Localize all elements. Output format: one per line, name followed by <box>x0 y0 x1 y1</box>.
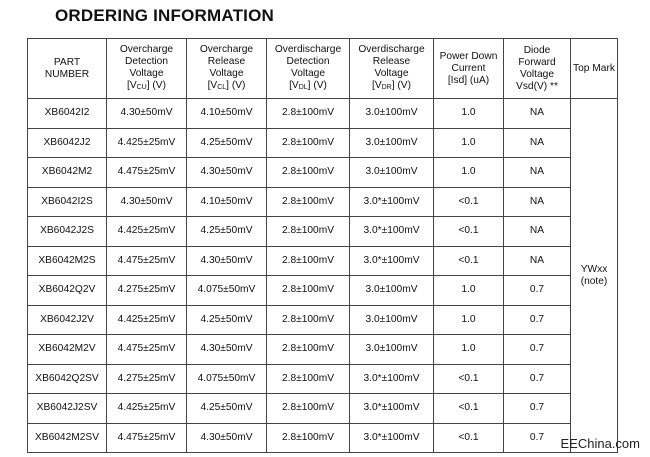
header-overdischarge-detection: Overdischarge Detection Voltage $[V_{DL}]$ (V) <box>267 39 350 99</box>
cell-part-number: XB6042I2 <box>28 99 107 129</box>
table-row <box>28 128 618 158</box>
top-mark-value: YWxx <box>580 263 608 275</box>
cell-overdischarge-release: 3.0*±100mV <box>350 394 434 424</box>
cell-overcharge-release: 4.25±50mV <box>187 394 267 424</box>
cell-diode-forward-voltage: NA <box>504 99 571 129</box>
cell-overcharge-detection: 4.475±25mV <box>107 423 187 453</box>
table-row <box>28 158 618 188</box>
table-row <box>28 276 618 306</box>
cell-overdischarge-release: 3.0±100mV <box>350 276 434 306</box>
cell-overcharge-detection: 4.425±25mV <box>107 305 187 335</box>
table-row <box>28 99 618 129</box>
cell-power-down-current: <0.1 <box>434 364 504 394</box>
cell-overcharge-release: 4.30±50mV <box>187 158 267 188</box>
cell-overdischarge-detection: 2.8±100mV <box>267 335 350 365</box>
cell-power-down-current: <0.1 <box>434 394 504 424</box>
cell-overcharge-release: 4.075±50mV <box>187 364 267 394</box>
ordering-table <box>27 38 618 453</box>
cell-overdischarge-detection: 2.8±100mV <box>267 187 350 217</box>
cell-overcharge-detection: 4.425±25mV <box>107 128 187 158</box>
cell-overcharge-detection: 4.275±25mV <box>107 364 187 394</box>
cell-overcharge-detection: 4.30±50mV <box>107 187 187 217</box>
cell-overcharge-detection: 4.475±25mV <box>107 158 187 188</box>
table-row <box>28 335 618 365</box>
cell-diode-forward-voltage: 0.7 <box>504 276 571 306</box>
cell-part-number: XB6042J2SV <box>28 394 107 424</box>
cell-part-number: XB6042J2 <box>28 128 107 158</box>
cell-overcharge-detection: 4.425±25mV <box>107 394 187 424</box>
cell-diode-forward-voltage: 0.7 <box>504 335 571 365</box>
cell-power-down-current: <0.1 <box>434 423 504 453</box>
cell-overdischarge-detection: 2.8±100mV <box>267 364 350 394</box>
cell-part-number: XB6042M2V <box>28 335 107 365</box>
cell-part-number: XB6042J2V <box>28 305 107 335</box>
cell-diode-forward-voltage: NA <box>504 158 571 188</box>
cell-overcharge-detection: 4.275±25mV <box>107 276 187 306</box>
cell-overdischarge-detection: 2.8±100mV <box>267 246 350 276</box>
cell-power-down-current: <0.1 <box>434 217 504 247</box>
cell-part-number: XB6042Q2SV <box>28 364 107 394</box>
table-body <box>28 99 618 453</box>
table-row <box>28 246 618 276</box>
cell-overcharge-release: 4.10±50mV <box>187 99 267 129</box>
cell-diode-forward-voltage: NA <box>504 128 571 158</box>
header-diode-forward-voltage: Diode Forward Voltage Vsd(V) ** <box>504 39 571 99</box>
cell-overdischarge-detection: 2.8±100mV <box>267 305 350 335</box>
cell-overcharge-release: 4.30±50mV <box>187 246 267 276</box>
cell-overdischarge-release: 3.0±100mV <box>350 305 434 335</box>
cell-overcharge-release: 4.25±50mV <box>187 128 267 158</box>
watermark: EEChina.com <box>560 436 640 451</box>
cell-diode-forward-voltage: 0.7 <box>504 305 571 335</box>
cell-part-number: XB6042M2 <box>28 158 107 188</box>
cell-part-number: XB6042M2S <box>28 246 107 276</box>
cell-overdischarge-detection: 2.8±100mV <box>267 276 350 306</box>
top-mark-note: (note) <box>580 275 608 287</box>
cell-overdischarge-release: 3.0*±100mV <box>350 364 434 394</box>
cell-overcharge-release: 4.25±50mV <box>187 305 267 335</box>
cell-overdischarge-release: 3.0±100mV <box>350 158 434 188</box>
cell-power-down-current: <0.1 <box>434 187 504 217</box>
cell-power-down-current: 1.0 <box>434 305 504 335</box>
cell-overdischarge-detection: 2.8±100mV <box>267 423 350 453</box>
cell-power-down-current: 1.0 <box>434 335 504 365</box>
cell-overcharge-release: 4.10±50mV <box>187 187 267 217</box>
cell-overcharge-detection: 4.425±25mV <box>107 217 187 247</box>
cell-overdischarge-release: 3.0*±100mV <box>350 187 434 217</box>
cell-part-number: XB6042J2S <box>28 217 107 247</box>
cell-power-down-current: 1.0 <box>434 276 504 306</box>
table-row <box>28 187 618 217</box>
cell-overcharge-detection: 4.475±25mV <box>107 246 187 276</box>
table-row <box>28 394 618 424</box>
cell-power-down-current: 1.0 <box>434 99 504 129</box>
header-overcharge-release: Overcharge Release Voltage $[V_{CL}]$ (V) <box>187 39 267 99</box>
cell-overcharge-release: 4.25±50mV <box>187 217 267 247</box>
header-part-number: PART NUMBER <box>28 39 107 99</box>
header-top-mark: Top Mark <box>571 39 618 99</box>
cell-overdischarge-detection: 2.8±100mV <box>267 99 350 129</box>
cell-overdischarge-release: 3.0*±100mV <box>350 423 434 453</box>
cell-overcharge-detection: 4.30±50mV <box>107 99 187 129</box>
cell-overdischarge-detection: 2.8±100mV <box>267 128 350 158</box>
cell-overdischarge-detection: 2.8±100mV <box>267 394 350 424</box>
cell-overcharge-detection: 4.475±25mV <box>107 335 187 365</box>
table-row <box>28 423 618 453</box>
cell-diode-forward-voltage: NA <box>504 187 571 217</box>
cell-part-number: XB6042I2S <box>28 187 107 217</box>
cell-overcharge-release: 4.30±50mV <box>187 335 267 365</box>
table-header-row <box>28 39 618 99</box>
cell-diode-forward-voltage: 0.7 <box>504 423 571 453</box>
cell-overdischarge-release: 3.0*±100mV <box>350 217 434 247</box>
cell-power-down-current: <0.1 <box>434 246 504 276</box>
cell-diode-forward-voltage: 0.7 <box>504 364 571 394</box>
cell-overdischarge-detection: 2.8±100mV <box>267 217 350 247</box>
header-power-down-current: Power Down Current [Isd] (uA) <box>434 39 504 99</box>
header-overcharge-detection: Overcharge Detection Voltage $[V_{CU}]$ (V) <box>107 39 187 99</box>
cell-power-down-current: 1.0 <box>434 128 504 158</box>
cell-diode-forward-voltage: NA <box>504 217 571 247</box>
cell-overcharge-release: 4.075±50mV <box>187 276 267 306</box>
cell-diode-forward-voltage: NA <box>504 246 571 276</box>
cell-diode-forward-voltage: 0.7 <box>504 394 571 424</box>
page-title: ORDERING INFORMATION <box>55 6 275 25</box>
cell-overcharge-release: 4.30±50mV <box>187 423 267 453</box>
cell-top-mark <box>571 99 618 453</box>
cell-overdischarge-release: 3.0±100mV <box>350 99 434 129</box>
cell-overdischarge-release: 3.0*±100mV <box>350 246 434 276</box>
table-row <box>28 305 618 335</box>
header-overdischarge-release: Overdischarge Release Voltage $[V_{DR}]$ (V) <box>350 39 434 99</box>
cell-part-number: XB6042Q2V <box>28 276 107 306</box>
cell-part-number: XB6042M2SV <box>28 423 107 453</box>
table-row <box>28 364 618 394</box>
cell-overdischarge-detection: 2.8±100mV <box>267 158 350 188</box>
table-row <box>28 217 618 247</box>
cell-overdischarge-release: 3.0±100mV <box>350 335 434 365</box>
cell-overdischarge-release: 3.0±100mV <box>350 128 434 158</box>
cell-power-down-current: 1.0 <box>434 158 504 188</box>
